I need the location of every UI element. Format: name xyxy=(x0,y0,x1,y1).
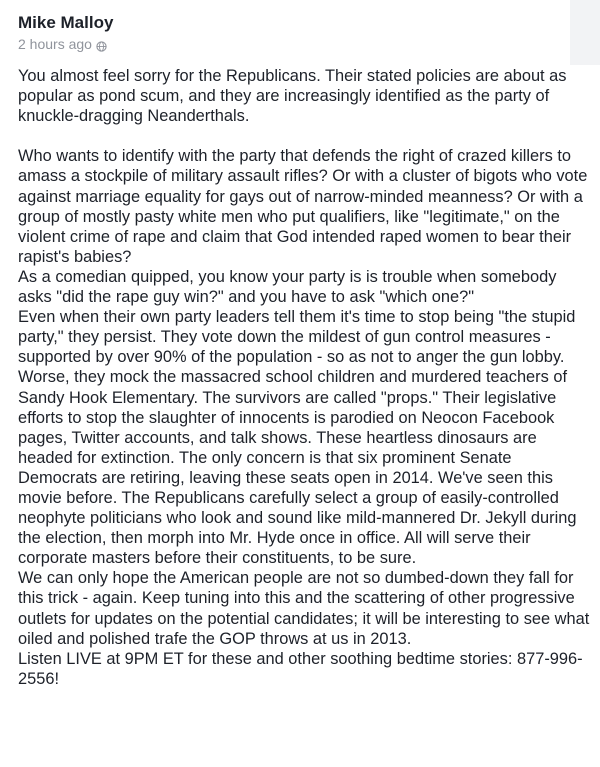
post-paragraph: As a comedian quipped, you know your party is is trouble when somebody asks "did the rape guy win?" and you have to ask "which one?" xyxy=(18,267,557,307)
post-paragraph: You almost feel sorry for the Republicans. Their stated policies are about as popular as pond scum, and they are increasingly identified as the party of knuckle-dragging Neanderthals. xyxy=(18,67,567,126)
post-body xyxy=(18,66,593,689)
post-paragraph: Who wants to identify with the party that defends the right of crazed killers to amass a stockpile of military assault rifles? Or with a cluster of bigots who vote against marriage equality for gays out of narrow-minded meanness? Or with a group of mostly pasty white men who put qualifiers, like "legitimate," on the violent crime of rape and claim that God intended raped women to bear their rapist's babies? xyxy=(18,147,588,266)
post-meta xyxy=(18,36,107,53)
post-paragraph: Even when their own party leaders tell them it's time to stop being "the stupid party," they persist. They vote down the mildest of gun control measures - supported by over 90% of the population - so as not to anger the gun lobby. Worse, they mock the massacred school children and murdered teachers of Sandy Hook Elementary. The survivors are called "props." Their legislative efforts to stop the slaughter of innocents is parodied on Neocon Facebook pages, Twitter accounts, and talk shows. These heartless dinosaurs are headed for extinction. The only concern is that six prominent Senate Democrats are retiring, leaving these seats open in 2014. We've seen this movie before. The Republicans carefully select a group of easily-controlled neophyte politicians who look and sound like mild-mannered Dr. Jekyll during the election, then morph into Mr. Hyde once in office. All will serve their corporate masters before their constituents, to be sure. xyxy=(18,308,577,568)
post-paragraph: We can only hope the American people are not so dumbed-down they fall for this trick - again. Keep tuning into this and the scattering of other progressive outlets for updates on the potential candidates; it will be interesting to see what oiled and polished trafe the GOP throws at us in 2013. xyxy=(18,569,590,648)
post-timestamp[interactable]: 2 hours ago xyxy=(18,36,92,52)
post-paragraph: Listen LIVE at 9PM ET for these and other soothing bedtime stories: 877-996-2556! xyxy=(18,649,583,688)
scrollbar-track[interactable] xyxy=(570,0,600,65)
globe-icon[interactable] xyxy=(96,39,107,50)
paragraph-spacer xyxy=(18,126,593,146)
post-author-name[interactable]: Mike Malloy xyxy=(18,13,114,32)
